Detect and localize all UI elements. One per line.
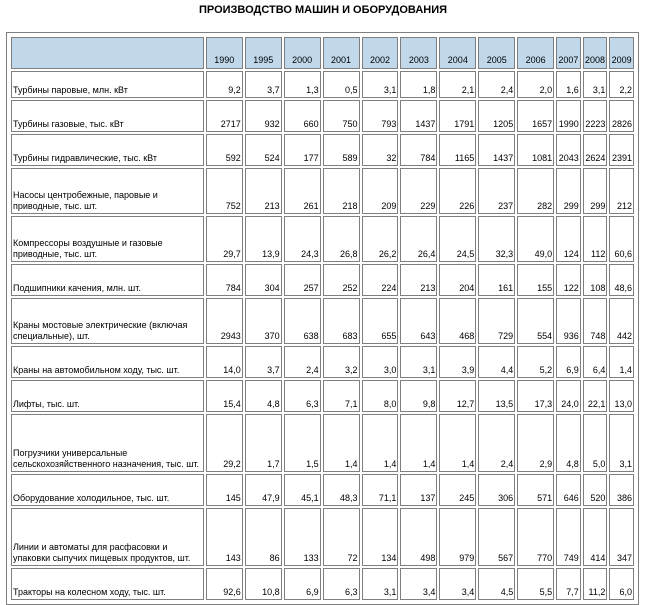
value-cell: 49,0	[517, 216, 554, 262]
value-cell: 6,4	[583, 346, 608, 378]
value-cell: 3,7	[245, 346, 282, 378]
value-cell: 3,0	[362, 346, 399, 378]
value-cell: 589	[323, 134, 360, 166]
value-cell: 2,9	[517, 414, 554, 472]
year-header-cell: 2007	[556, 37, 581, 69]
value-cell: 72	[323, 508, 360, 566]
production-table-container	[6, 32, 639, 605]
value-cell: 12,7	[439, 380, 476, 412]
value-cell: 13,9	[245, 216, 282, 262]
value-cell: 936	[556, 298, 581, 344]
value-cell: 137	[400, 474, 437, 506]
page-title: ПРОИЗВОДСТВО МАШИН И ОБОРУДОВАНИЯ	[198, 4, 448, 16]
value-cell: 2826	[609, 100, 634, 132]
value-cell: 11,2	[583, 568, 608, 600]
value-cell: 2624	[583, 134, 608, 166]
table-row	[11, 508, 634, 566]
value-cell: 2717	[206, 100, 243, 132]
value-cell: 729	[478, 298, 515, 344]
year-header-cell: 2003	[400, 37, 437, 69]
header-row	[11, 37, 634, 69]
row-label-cell: Турбины газовые, тыс. кВт	[11, 100, 204, 132]
value-cell: 213	[400, 264, 437, 296]
value-cell: 9,2	[206, 71, 243, 98]
value-cell: 646	[556, 474, 581, 506]
value-cell: 71,1	[362, 474, 399, 506]
value-cell: 638	[284, 298, 321, 344]
value-cell: 3,1	[583, 71, 608, 98]
value-cell: 6,3	[323, 568, 360, 600]
value-cell: 229	[400, 168, 437, 214]
value-cell: 47,9	[245, 474, 282, 506]
value-cell: 3,9	[439, 346, 476, 378]
value-cell: 299	[556, 168, 581, 214]
row-label-cell: Краны мостовые электрические (включая специальные), шт.	[11, 298, 204, 344]
value-cell: 2,1	[439, 71, 476, 98]
value-cell: 4,8	[556, 414, 581, 472]
value-cell: 218	[323, 168, 360, 214]
value-cell: 15,4	[206, 380, 243, 412]
value-cell: 7,7	[556, 568, 581, 600]
value-cell: 1,3	[284, 71, 321, 98]
value-cell: 932	[245, 100, 282, 132]
value-cell: 1,8	[400, 71, 437, 98]
value-cell: 6,9	[556, 346, 581, 378]
value-cell: 1,4	[323, 414, 360, 472]
value-cell: 571	[517, 474, 554, 506]
value-cell: 224	[362, 264, 399, 296]
table-row	[11, 414, 634, 472]
value-cell: 3,1	[400, 346, 437, 378]
value-cell: 124	[556, 216, 581, 262]
value-cell: 6,0	[609, 568, 634, 600]
value-cell: 306	[478, 474, 515, 506]
value-cell: 1205	[478, 100, 515, 132]
table-row	[11, 264, 634, 296]
year-header-cell: 2001	[323, 37, 360, 69]
value-cell: 177	[284, 134, 321, 166]
production-table	[9, 35, 636, 602]
value-cell: 2943	[206, 298, 243, 344]
value-cell: 145	[206, 474, 243, 506]
value-cell: 155	[517, 264, 554, 296]
table-row	[11, 168, 634, 214]
value-cell: 414	[583, 508, 608, 566]
value-cell: 683	[323, 298, 360, 344]
row-label-cell: Погрузчики универсальные сельскохозяйственного назначения, тыс. шт.	[11, 414, 204, 472]
table-row	[11, 100, 634, 132]
value-cell: 257	[284, 264, 321, 296]
year-header-cell: 2000	[284, 37, 321, 69]
value-cell: 749	[556, 508, 581, 566]
value-cell: 26,2	[362, 216, 399, 262]
value-cell: 226	[439, 168, 476, 214]
value-cell: 237	[478, 168, 515, 214]
value-cell: 750	[323, 100, 360, 132]
value-cell: 4,8	[245, 380, 282, 412]
value-cell: 655	[362, 298, 399, 344]
value-cell: 29,2	[206, 414, 243, 472]
value-cell: 1437	[478, 134, 515, 166]
value-cell: 261	[284, 168, 321, 214]
value-cell: 2,4	[284, 346, 321, 378]
value-cell: 9,8	[400, 380, 437, 412]
table-row	[11, 568, 634, 600]
value-cell: 3,7	[245, 71, 282, 98]
value-cell: 26,4	[400, 216, 437, 262]
value-cell: 204	[439, 264, 476, 296]
value-cell: 5,2	[517, 346, 554, 378]
value-cell: 2223	[583, 100, 608, 132]
value-cell: 213	[245, 168, 282, 214]
value-cell: 108	[583, 264, 608, 296]
row-label-cell: Турбины гидравлические, тыс. кВт	[11, 134, 204, 166]
value-cell: 5,0	[583, 414, 608, 472]
value-cell: 520	[583, 474, 608, 506]
value-cell: 6,9	[284, 568, 321, 600]
value-cell: 1657	[517, 100, 554, 132]
value-cell: 282	[517, 168, 554, 214]
table-row	[11, 134, 634, 166]
value-cell: 26,8	[323, 216, 360, 262]
value-cell: 48,6	[609, 264, 634, 296]
value-cell: 92,6	[206, 568, 243, 600]
value-cell: 784	[400, 134, 437, 166]
year-header-cell: 2009	[609, 37, 634, 69]
row-label-cell: Лифты, тыс. шт.	[11, 380, 204, 412]
value-cell: 554	[517, 298, 554, 344]
value-cell: 60,6	[609, 216, 634, 262]
value-cell: 2,2	[609, 71, 634, 98]
value-cell: 48,3	[323, 474, 360, 506]
table-row	[11, 298, 634, 344]
value-cell: 29,7	[206, 216, 243, 262]
value-cell: 24,3	[284, 216, 321, 262]
value-cell: 3,1	[362, 71, 399, 98]
value-cell: 24,0	[556, 380, 581, 412]
value-cell: 86	[245, 508, 282, 566]
value-cell: 4,5	[478, 568, 515, 600]
row-label-cell: Тракторы на колесном ходу, тыс. шт.	[11, 568, 204, 600]
value-cell: 299	[583, 168, 608, 214]
value-cell: 660	[284, 100, 321, 132]
value-cell: 6,3	[284, 380, 321, 412]
value-cell: 784	[206, 264, 243, 296]
value-cell: 0,5	[323, 71, 360, 98]
table-row	[11, 346, 634, 378]
value-cell: 793	[362, 100, 399, 132]
value-cell: 17,3	[517, 380, 554, 412]
value-cell: 14,0	[206, 346, 243, 378]
value-cell: 1081	[517, 134, 554, 166]
value-cell: 524	[245, 134, 282, 166]
value-cell: 1437	[400, 100, 437, 132]
value-cell: 1,7	[245, 414, 282, 472]
value-cell: 1,4	[609, 346, 634, 378]
value-cell: 134	[362, 508, 399, 566]
row-label-cell: Компрессоры воздушные и газовые приводные, тыс. шт.	[11, 216, 204, 262]
value-cell: 212	[609, 168, 634, 214]
row-label-cell: Линии и автоматы для расфасовки и упаковки сыпучих пищевых продуктов, шт.	[11, 508, 204, 566]
value-cell: 347	[609, 508, 634, 566]
table-row	[11, 380, 634, 412]
year-header-cell: 2004	[439, 37, 476, 69]
value-cell: 112	[583, 216, 608, 262]
value-cell: 2,0	[517, 71, 554, 98]
value-cell: 3,2	[323, 346, 360, 378]
value-cell: 752	[206, 168, 243, 214]
value-cell: 45,1	[284, 474, 321, 506]
value-cell: 32	[362, 134, 399, 166]
value-cell: 133	[284, 508, 321, 566]
row-label-cell: Оборудование холодильное, тыс. шт.	[11, 474, 204, 506]
value-cell: 1,5	[284, 414, 321, 472]
row-label-cell: Турбины паровые, млн. кВт	[11, 71, 204, 98]
value-cell: 245	[439, 474, 476, 506]
value-cell: 122	[556, 264, 581, 296]
table-row	[11, 216, 634, 262]
header-corner-cell	[11, 37, 204, 69]
value-cell: 442	[609, 298, 634, 344]
year-header-cell: 2008	[583, 37, 608, 69]
value-cell: 252	[323, 264, 360, 296]
value-cell: 22,1	[583, 380, 608, 412]
value-cell: 567	[478, 508, 515, 566]
value-cell: 5,5	[517, 568, 554, 600]
value-cell: 2,4	[478, 71, 515, 98]
value-cell: 3,4	[439, 568, 476, 600]
value-cell: 13,0	[609, 380, 634, 412]
value-cell: 24,5	[439, 216, 476, 262]
value-cell: 1990	[556, 100, 581, 132]
value-cell: 2391	[609, 134, 634, 166]
value-cell: 1,4	[362, 414, 399, 472]
value-cell: 304	[245, 264, 282, 296]
table-row	[11, 71, 634, 98]
value-cell: 2,4	[478, 414, 515, 472]
value-cell: 498	[400, 508, 437, 566]
value-cell: 32,3	[478, 216, 515, 262]
value-cell: 979	[439, 508, 476, 566]
value-cell: 1,4	[400, 414, 437, 472]
value-cell: 161	[478, 264, 515, 296]
value-cell: 2043	[556, 134, 581, 166]
value-cell: 592	[206, 134, 243, 166]
row-label-cell: Насосы центробежные, паровые и приводные, тыс. шт.	[11, 168, 204, 214]
value-cell: 468	[439, 298, 476, 344]
value-cell: 10,8	[245, 568, 282, 600]
value-cell: 3,1	[362, 568, 399, 600]
table-row	[11, 474, 634, 506]
year-header-cell: 2005	[478, 37, 515, 69]
value-cell: 1791	[439, 100, 476, 132]
value-cell: 13,5	[478, 380, 515, 412]
value-cell: 643	[400, 298, 437, 344]
value-cell: 386	[609, 474, 634, 506]
value-cell: 770	[517, 508, 554, 566]
value-cell: 3,4	[400, 568, 437, 600]
year-header-cell: 2002	[362, 37, 399, 69]
value-cell: 1165	[439, 134, 476, 166]
row-label-cell: Подшипники качения, млн. шт.	[11, 264, 204, 296]
value-cell: 1,6	[556, 71, 581, 98]
year-header-cell: 2006	[517, 37, 554, 69]
value-cell: 748	[583, 298, 608, 344]
year-header-cell: 1990	[206, 37, 243, 69]
value-cell: 3,1	[609, 414, 634, 472]
row-label-cell: Краны на автомобильном ходу, тыс. шт.	[11, 346, 204, 378]
year-header-cell: 1995	[245, 37, 282, 69]
value-cell: 4,4	[478, 346, 515, 378]
value-cell: 8,0	[362, 380, 399, 412]
value-cell: 370	[245, 298, 282, 344]
value-cell: 7,1	[323, 380, 360, 412]
value-cell: 1,4	[439, 414, 476, 472]
value-cell: 143	[206, 508, 243, 566]
value-cell: 209	[362, 168, 399, 214]
